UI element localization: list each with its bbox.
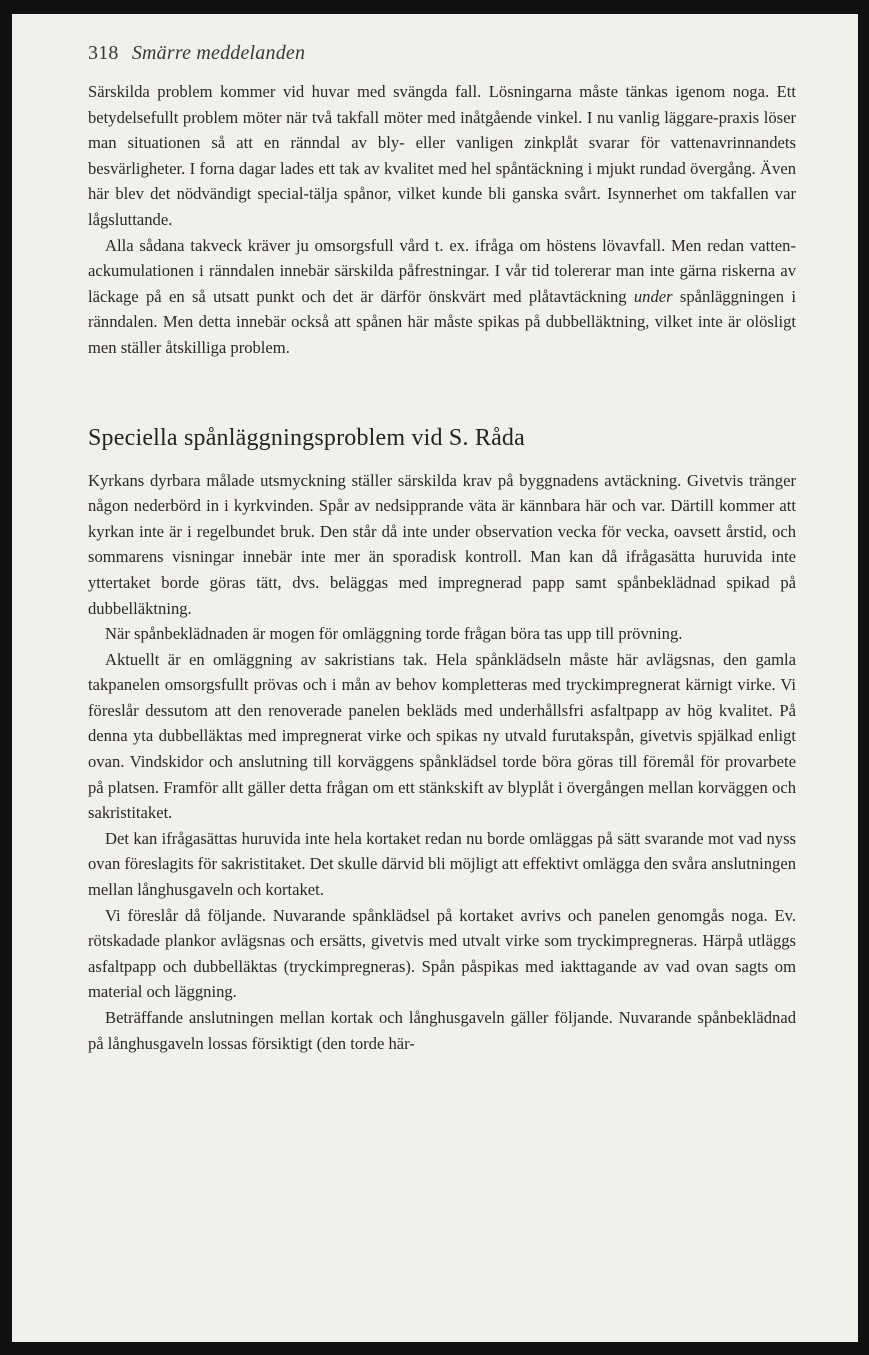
running-head bbox=[88, 42, 796, 65]
page-number: 318 bbox=[88, 42, 119, 64]
section-heading: Speciella spånläggningsproblem vid S. Råda bbox=[88, 424, 525, 451]
paragraph: Kyrkans dyrbara målade utsmyckning ställer särskilda krav på byggnadens avtäckning. Givetvis tränger någon nederbörd in i kyrkvinden. Spår av nedsipprande väta är kännbara här och var. Därtill kommer att kyrkan inte är i regelbundet bruk. Den står då inte under observation vecka för vecka, oavsett årstid, och sommarens visningar innebär inte mer än sporadisk kontroll. Man kan då ifrågasätta huruvida inte yttertaket borde göras tätt, dvs. beläggas med impregnerad papp samt spånbeklädnad spikad på dubbelläktning. bbox=[88, 470, 796, 618]
paragraph-text: Alla sådana takveck kräver ju omsorgsfull vård t. ex. ifråga om höstens lövavfall. Men redan vatten-ackumulationen i ränndalen innebär särskilda påfrestningar. I vår tid tolererar man inte gärna riskerna av läckage på en så utsatt punkt och det är därför önskvärt med plåtavtäckning bbox=[88, 235, 796, 306]
paragraph: Beträffande anslutningen mellan kortak och långhusgaveln gäller följande. Nuvarande spånbeklädnad på långhusgaveln lossas försiktigt (den torde här- bbox=[88, 1008, 796, 1053]
paragraph: Särskilda problem kommer vid huvar med svängda fall. Lösningarna måste tänkas igenom noga. Ett betydelsefullt problem möter när två takfall möter med inåtgående vinkel. I nu vanlig läggare-praxis löser man situationen så att en ränndal av bly- eller vanligen zinkplåt svarar för vattenavrinnandets besvärligheter. I forna dagar lades ett tak av kvalitet med hel spåntäckning i mjukt rundad övergång. Även här blev det nödvändigt special-tälja spånor, vilket kunde bli ganska svårt. Isynnerhet om takfallen var lågsluttande. bbox=[88, 82, 796, 229]
paragraph: När spånbeklädnaden är mogen för omläggning torde frågan böra tas upp till prövning. bbox=[105, 624, 683, 644]
emphasis-text: under bbox=[633, 286, 673, 306]
paragraph: Aktuellt är en omläggning av sakristians tak. Hela spånklädseln måste här avlägsnas, den gamla takpanelen omsorgsfullt prövas och i mån av behov kompletteras med tryckimpregnerat kärnigt virke. Vi föreslår dessutom att den renoverade panelen bekläds med underhållsfri asfaltpapp av hög kvalitet. På denna yta dubbelläktas med impregnerat virke och spikas ny utvald furutakspån, givetvis spjälkad enligt ovan. Vindskidor och anslutning till korväggens spånklädsel torde böra göras till föremål för provarbete på platsen. Framför allt gäller detta frågan om ett stänkskift av blyplåt i övergången mellan korväggen och sakristitaket. bbox=[88, 649, 796, 823]
running-title: Smärre meddelanden bbox=[131, 42, 306, 64]
paragraph-text: spånläggningen i ränndalen. Men detta innebär också att spånen här måste spikas på dubbelläktning, vilket inte är olösligt men ställer åtskilliga problem. bbox=[88, 286, 797, 357]
paragraph: Det kan ifrågasättas huruvida inte hela kortaket redan nu borde omläggas på sätt svarande mot vad nyss ovan föreslagits för sakristitaket. Det skulle därvid bli möjligt att effektivt omlägga den svåra anslutningen mellan långhusgaveln och kortaket. bbox=[88, 828, 796, 900]
page-content bbox=[88, 42, 796, 1056]
document-page bbox=[12, 14, 858, 1342]
paragraph bbox=[88, 233, 796, 361]
paragraph: Vi föreslår då följande. Nuvarande spånklädsel på kortaket avrivs och panelen genomgås noga. Ev. rötskadade plankor avlägsnas och ersätts, givetvis med utvalt virke som tryckimpregneras. Härpå utläggs asfaltpapp och dubbelläktas (tryckimpregneras). Spån påspikas med iakttagande av vad ovan sagts om material och läggning. bbox=[88, 905, 796, 1002]
